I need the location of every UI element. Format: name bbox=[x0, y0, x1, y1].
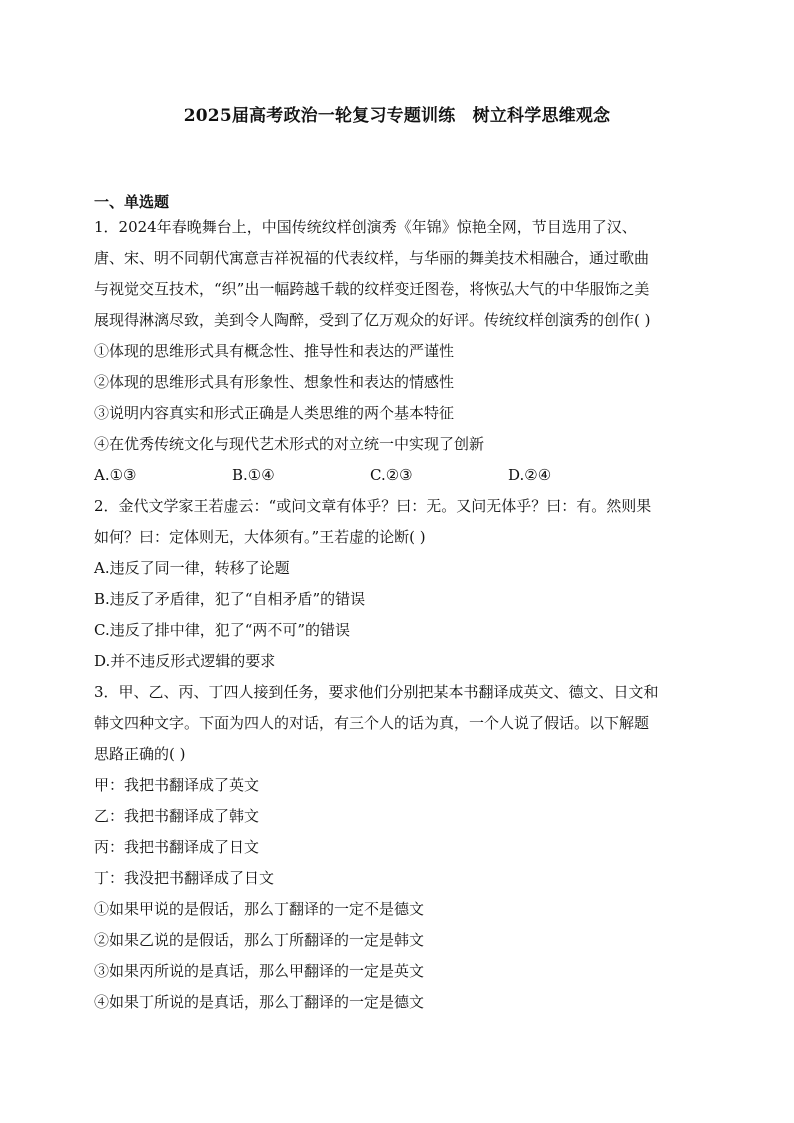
page-title: 2025届高考政治一轮复习专题训练 树立科学思维观念 bbox=[183, 106, 611, 126]
question-3 bbox=[94, 677, 704, 1018]
dialogue-line: 丁：我没把书翻译成了日文 bbox=[94, 869, 275, 887]
statement-item: ④在优秀传统文化与现代艺术形式的对立统一中实现了创新 bbox=[94, 435, 485, 453]
question-stem-line: 3．甲、乙、丙、丁四人接到任务，要求他们分别把某本书翻译成英文、德文、日文和 bbox=[94, 683, 659, 701]
question-2 bbox=[94, 491, 704, 677]
section-heading: 一、单选题 bbox=[94, 193, 170, 211]
answer-option-c: C.②③ bbox=[370, 466, 413, 484]
statement-item: ②体现的思维形式具有形象性、想象性和表达的情感性 bbox=[94, 373, 455, 391]
answer-option-d: D.并不违反形式逻辑的要求 bbox=[94, 652, 276, 670]
statement-item: ③如果丙所说的是真话，那么甲翻译的一定是英文 bbox=[94, 962, 425, 980]
question-stem-line: 1．2024年春晚舞台上，中国传统纹样创演秀《年锦》惊艳全网，节目选用了汉、 bbox=[94, 218, 637, 236]
question-stem-line: 韩文四种文字。下面为四人的对话，有三个人的话为真，一个人说了假话。以下解题 bbox=[94, 714, 650, 732]
answer-options bbox=[94, 460, 704, 491]
statement-item: ②如果乙说的是假话，那么丁所翻译的一定是韩文 bbox=[94, 931, 425, 949]
answer-option-a: A.①③ bbox=[94, 466, 137, 484]
answer-option-a: A.违反了同一律，转移了论题 bbox=[94, 559, 290, 577]
statement-item: ④如果丁所说的是真话，那么丁翻译的一定是德文 bbox=[94, 993, 425, 1011]
answer-option-b: B.违反了矛盾律，犯了“自相矛盾”的错误 bbox=[94, 590, 366, 608]
question-stem-line: 展现得淋漓尽致，美到令人陶醉，受到了亿万观众的好评。传统纹样创演秀的创作( ) bbox=[94, 311, 651, 329]
statement-item: ①体现的思维形式具有概念性、推导性和表达的严谨性 bbox=[94, 342, 455, 360]
statement-item: ①如果甲说的是假话，那么丁翻译的一定不是德文 bbox=[94, 900, 425, 918]
question-stem-line: 唐、宋、明不同朝代寓意吉祥祝福的代表纹样，与华丽的舞美技术相融合，通过歌曲 bbox=[94, 249, 650, 267]
question-1 bbox=[94, 212, 704, 491]
answer-option-c: C.违反了排中律，犯了“两不可”的错误 bbox=[94, 621, 351, 639]
dialogue-line: 乙：我把书翻译成了韩文 bbox=[94, 807, 260, 825]
question-stem-line: 思路正确的( ) bbox=[94, 745, 186, 763]
answer-option-b: B.①④ bbox=[232, 466, 275, 484]
statement-item: ③说明内容真实和形式正确是人类思维的两个基本特征 bbox=[94, 404, 455, 422]
question-stem-line: 如何？曰：定体则无，大体须有。”王若虚的论断( ) bbox=[94, 528, 426, 546]
dialogue-line: 丙：我把书翻译成了日文 bbox=[94, 838, 260, 856]
question-stem-line: 与视觉交互技术，“织”出一幅跨越千载的纹样变迁图卷，将恢弘大气的中华服饰之美 bbox=[94, 280, 650, 298]
question-stem-line: 2．金代文学家王若虚云：“或问文章有体乎？曰：无。又问无体乎？曰：有。然则果 bbox=[94, 497, 652, 515]
question-list bbox=[94, 212, 704, 1018]
answer-option-d: D.②④ bbox=[508, 466, 552, 484]
dialogue-line: 甲：我把书翻译成了英文 bbox=[94, 776, 260, 794]
